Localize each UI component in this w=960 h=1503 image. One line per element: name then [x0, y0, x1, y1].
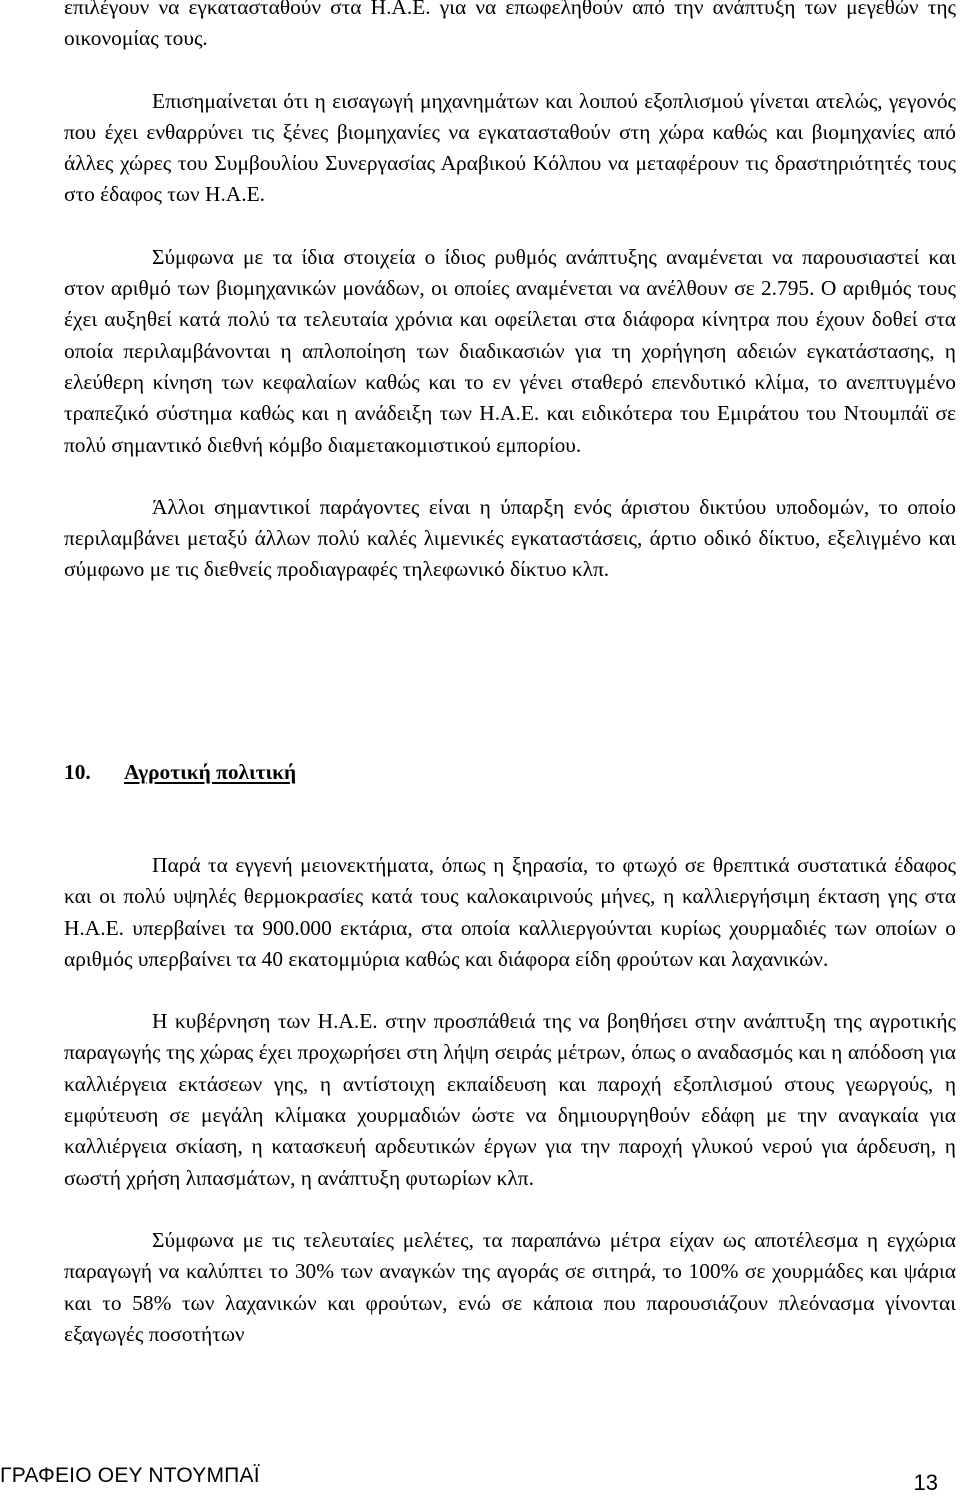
section-number: 10.: [64, 760, 91, 784]
section-heading: [64, 757, 296, 788]
paragraph-imports: Επισημαίνεται ότι η εισαγωγή μηχανημάτων και λοιπού εξοπλισμού γίνεται ατελώς, γεγονός που έχει ενθαρρύνει τις ξένες βιομηχανίες να εγκατασταθούν στη χώρα καθώς και βιομηχανίες από άλλες χώρες του Συμβουλίου Συνεργασίας Αραβικού Κόλπου να μεταφέρουν τις δραστηριότητές τους στο έδαφος των Η.Α.Ε.: [64, 88, 956, 207]
body-text-top: [64, 0, 956, 586]
paragraph-production-results: Σύμφωνα με τις τελευταίες μελέτες, τα παραπάνω μέτρα είχαν ως αποτέλεσμα η εγχώρια παραγωγή να καλύπτει το 30% των αναγκών της αγοράς σε σιτηρά, το 100% σε χουρμάδες και ψάρια και το 58% των λαχανικών και φρούτων, ενώ σε κάποια που παρουσιάζουν πλεόνασμα γίνονται εξαγωγές ποσοτήτων: [64, 1227, 956, 1346]
footer-office-name: ΓΡΑΦΕΙΟ ΟΕΥ ΝΤΟΥΜΠΑΪ: [0, 1464, 260, 1487]
paragraph-agri-land: Παρά τα εγγενή μειονεκτήματα, όπως η ξηρασία, το φτωχό σε θρεπτικά συστατικά έδαφος και οι πολύ υψηλές θερμοκρασίες κατά τους καλοκαιρινούς μήνες, η καλλιεργήσιμη έκταση γης στα Η.Α.Ε. υπερβαίνει τα 900.000 εκτάρια, στα οποία καλλιεργούνται κυρίως χουρμαδιές των οποίων ο αριθμός υπερβαίνει τα 40 εκατομμύρια καθώς και διάφορα είδη φρούτων και λαχανικών.: [64, 853, 956, 971]
section-title: Αγροτική πολιτική: [124, 760, 297, 784]
body-text-agriculture: [64, 850, 956, 1350]
paragraph-continuation: επιλέγουν να εγκατασταθούν στα Η.Α.Ε. για να επωφεληθούν από την ανάπτυξη των μεγεθών της οικονομίας τους.: [64, 0, 956, 51]
paragraph-industrial-units: Σύμφωνα με τα ίδια στοιχεία ο ίδιος ρυθμός ανάπτυξης αναμένεται να παρουσιαστεί και στον αριθμό των βιομηχανικών μονάδων, οι οποίες αναμένεται να ανέλθουν σε 2.795. Ο αριθμός τους έχει αυξηθεί κατά πολύ τα τελευταία χρόνια και οφείλεται στα διάφορα κίνητρα που έχουν δοθεί στα οποία περιλαμβάνονται η απλοποίηση των διαδικασιών για τη χορήγηση αδειών εγκατάστασης, η ελεύθερη κίνηση των κεφαλαίων καθώς και το εν γένει σταθερό επενδυτικό κλίμα, το ανεπτυγμένο τραπεζικό σύστημα καθώς και η ανάδειξη των Η.Α.Ε. και ειδικότερα του Εμιράτου του Ντουμπάϊ σε πολύ σημαντικό διεθνή κόμβο διαμετακομιστικού εμπορίου.: [64, 244, 956, 457]
paragraph-government-measures: Η κυβέρνηση των Η.Α.Ε. στην προσπάθειά της να βοηθήσει στην ανάπτυξη της αγροτικής παραγωγής της χώρας έχει προχωρήσει στη λήψη σειράς μέτρων, όπως ο αναδασμός και η απόδοση για καλλιέργεια εκτάσεων γης, η αντίστοιχη εκπαίδευση και παροχή εξοπλισμού στους γεωργούς, η εμφύτευση σε μεγάλη κλίμακα χουρμαδιών ώστε να δημιουργηθούν εδάφη με την αναγκαία για καλλιέργεια σκίαση, η κατασκευή αρδευτικών έργων για την παροχή γλυκού νερού για άρδευση, η σωστή χρήση λιπασμάτων, η ανάπτυξη φυτωρίων κλπ.: [64, 1009, 956, 1190]
paragraph-infrastructure: Άλλοι σημαντικοί παράγοντες είναι η ύπαρξη ενός άριστου δικτύου υποδομών, το οποίο περιλαμβάνει μεταξύ άλλων πολύ καλές λιμενικές εγκαταστάσεις, άρτιο οδικό δίκτυο, εξελιγμένο και σύμφωνο με τις διεθνείς προδιαγραφές τηλεφωνικό δίκτυο κλπ.: [64, 494, 956, 582]
page-number: 13: [913, 1470, 938, 1495]
